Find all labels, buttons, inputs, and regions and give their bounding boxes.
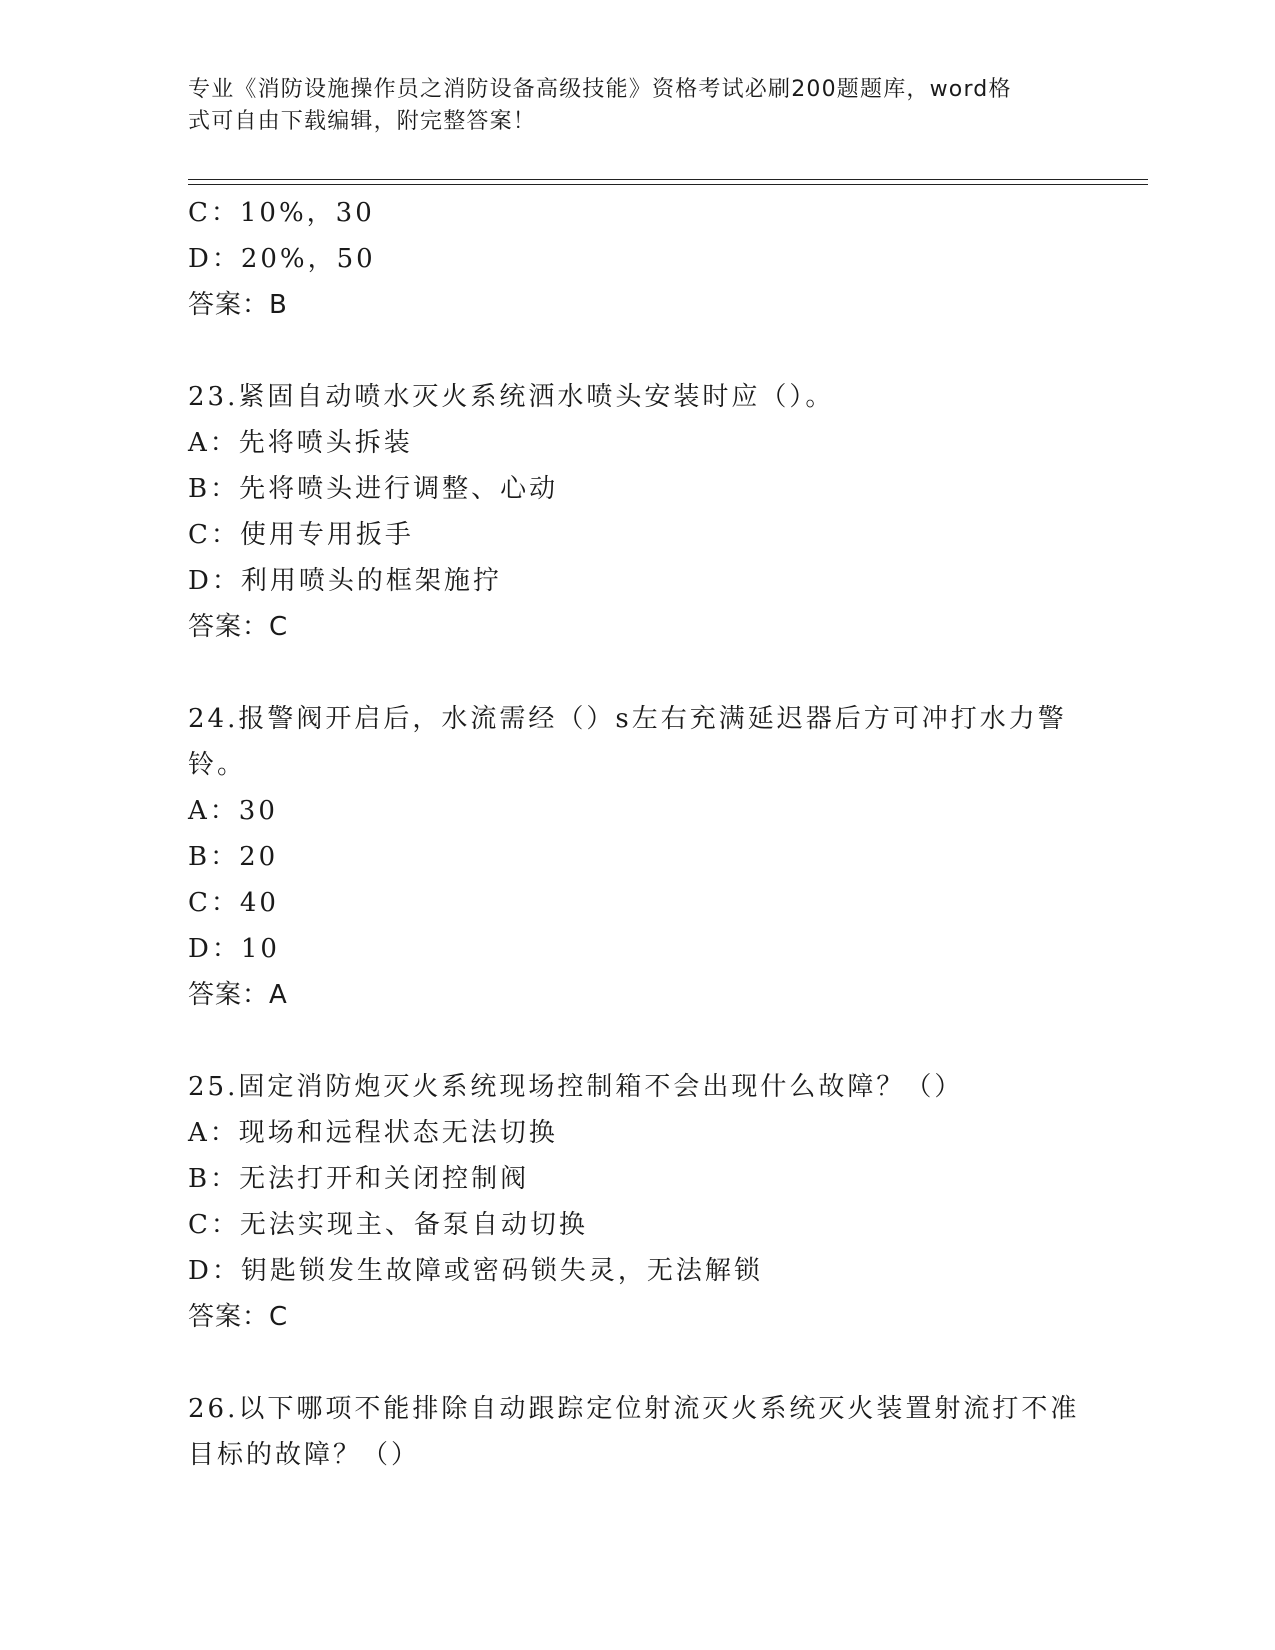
question-text: 25.固定消防炮灭火系统现场控制箱不会出现什么故障？（） bbox=[188, 1072, 964, 1102]
document-header bbox=[188, 74, 1068, 138]
header-title: 专业《消防设施操作员之消防设备高级技能》资格考试必刷200题题库，word格 式可自由下载编辑，附完整答案！ bbox=[188, 77, 1012, 134]
question-text: 24.报警阀开启后，水流需经（）s左右充满延迟器后方可冲打水力警 铃。 bbox=[188, 704, 1067, 780]
spacer bbox=[188, 328, 1088, 374]
question-text: 26.以下哪项不能排除自动跟踪定位射流灭火系统灭火装置射流打不准 目标的故障？（） bbox=[188, 1394, 1080, 1470]
option-d: D：利用喷头的框架施拧 bbox=[188, 566, 502, 596]
option-b: B：先将喷头进行调整、心动 bbox=[188, 474, 559, 504]
option-d: D：钥匙锁发生故障或密码锁失灵，无法解锁 bbox=[188, 1256, 763, 1286]
spacer bbox=[188, 1340, 1088, 1386]
question-26 bbox=[188, 1386, 1088, 1478]
question-24 bbox=[188, 696, 1088, 1018]
header-rule-top bbox=[188, 179, 1148, 180]
answer-label: 答案：B bbox=[188, 290, 288, 320]
option-b: B：20 bbox=[188, 842, 279, 872]
option-a: A：现场和远程状态无法切换 bbox=[188, 1118, 558, 1148]
option-b: B：无法打开和关闭控制阀 bbox=[188, 1164, 530, 1194]
question-25 bbox=[188, 1064, 1088, 1340]
header-rule-bottom bbox=[188, 184, 1148, 185]
option-a: A：30 bbox=[188, 796, 278, 826]
option-c: C：使用专用扳手 bbox=[188, 520, 414, 550]
option-c: C：无法实现主、备泵自动切换 bbox=[188, 1210, 588, 1240]
question-content bbox=[188, 190, 1088, 1478]
question-23 bbox=[188, 374, 1088, 650]
option-d: D：10 bbox=[188, 934, 280, 964]
option-a: A：先将喷头拆装 bbox=[188, 428, 413, 458]
answer-label: 答案：C bbox=[188, 1302, 289, 1332]
answer-label: 答案：A bbox=[188, 980, 288, 1010]
option-d: D：20%，50 bbox=[188, 244, 376, 274]
answer-label: 答案：C bbox=[188, 612, 289, 642]
spacer bbox=[188, 1018, 1088, 1064]
option-c: C：40 bbox=[188, 888, 279, 918]
partial-question bbox=[188, 190, 1088, 328]
spacer bbox=[188, 650, 1088, 696]
option-c: C：10%，30 bbox=[188, 198, 375, 228]
question-text: 23.紧固自动喷水灭火系统洒水喷头安装时应（）。 bbox=[188, 382, 835, 412]
